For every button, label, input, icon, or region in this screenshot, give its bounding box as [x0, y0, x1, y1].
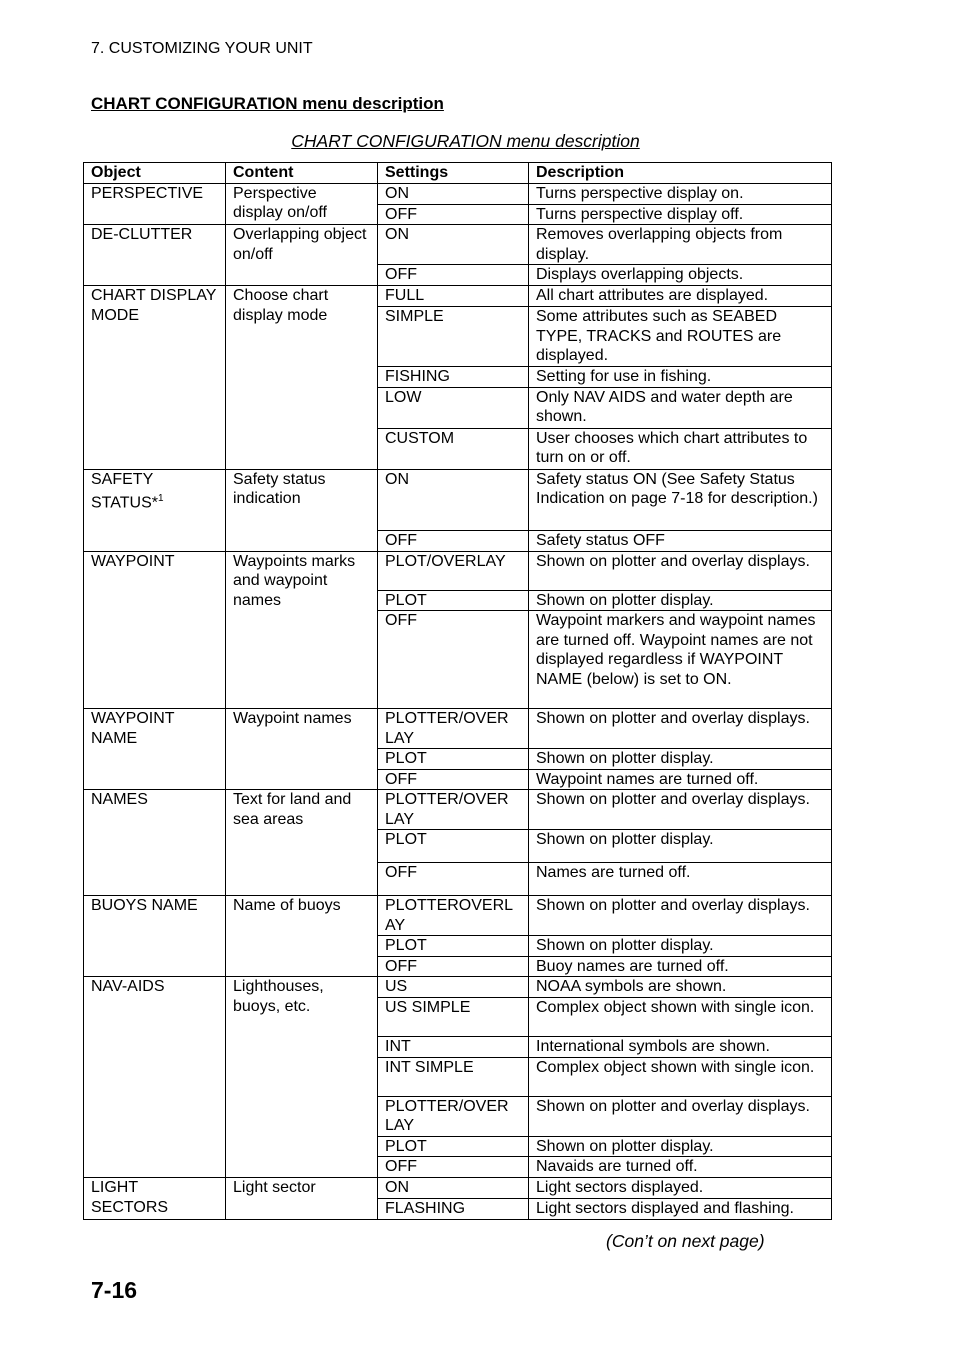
description-cell: NOAA symbols are shown.	[529, 977, 832, 998]
description-cell: International symbols are shown.	[529, 1037, 832, 1058]
setting-cell: INT SIMPLE	[378, 1057, 529, 1096]
setting-cell: ON	[378, 469, 529, 530]
object-label: PERSPECTIVE	[91, 184, 204, 202]
setting-cell: FISHING	[378, 366, 529, 387]
setting-cell: US	[378, 977, 529, 998]
table-row	[84, 977, 832, 998]
object-label: BUOYS NAME	[91, 897, 198, 914]
setting-cell: PLOTTER/OVER LAY	[378, 709, 529, 749]
description-cell: Buoy names are turned off.	[529, 956, 832, 977]
content-cell: Choose chart display mode	[226, 286, 378, 470]
object-cell	[84, 469, 226, 551]
setting-cell: LOW	[378, 387, 529, 428]
description-cell: Complex object shown with single icon.	[529, 998, 832, 1037]
description-cell: Navaids are turned off.	[529, 1157, 832, 1178]
setting-cell: OFF	[378, 769, 529, 790]
description-cell: Shown on plotter and overlay displays.	[529, 790, 832, 830]
table-row	[84, 225, 832, 265]
chart-configuration-table	[83, 162, 832, 1220]
description-cell: Shown on plotter and overlay displays.	[529, 551, 832, 590]
continued-note: (Con’t on next page)	[606, 1231, 765, 1251]
setting-cell: ON	[378, 225, 529, 265]
description-cell: Displays overlapping objects.	[529, 265, 832, 286]
object-label: NAV-AIDS	[91, 978, 165, 995]
table-row	[84, 183, 832, 204]
content-cell: Name of buoys	[226, 896, 378, 977]
content-cell: Lighthouses, buoys, etc.	[226, 977, 378, 1178]
object-label: WAYPOINT	[91, 552, 175, 570]
object-cell	[84, 551, 226, 709]
content-cell: Waypoints marks and waypoint names	[226, 551, 378, 709]
setting-cell: OFF	[378, 265, 529, 286]
description-cell: User chooses which chart attributes to turn on or off.	[529, 428, 832, 469]
description-cell: Safety status ON (See Safety Status Indication on page 7-18 for description.)	[529, 469, 832, 530]
content-cell: Overlapping object on/off	[226, 225, 378, 286]
setting-cell: CUSTOM	[378, 428, 529, 469]
object-label: LIGHT SECTORS	[91, 1179, 169, 1216]
setting-cell: PLOT	[378, 749, 529, 770]
section-title: CHART CONFIGURATION menu description	[91, 94, 444, 113]
running-head: 7. CUSTOMIZING YOUR UNIT	[91, 40, 313, 57]
object-label: NAMES	[91, 791, 148, 808]
description-cell: Turns perspective display off.	[529, 204, 832, 225]
column-header-object: Object	[84, 163, 226, 184]
description-cell: Light sectors displayed.	[529, 1178, 832, 1199]
content-cell: Text for land and sea areas	[226, 790, 378, 896]
description-cell: Only NAV AIDS and water depth are shown.	[529, 387, 832, 428]
description-cell: Safety status OFF	[529, 530, 832, 551]
table-header-row	[84, 163, 832, 184]
table-row	[84, 709, 832, 749]
object-label: DE-CLUTTER	[91, 226, 193, 243]
object-label: WAYPOINT NAME	[91, 710, 175, 747]
table-row	[84, 286, 832, 307]
footnote-marker: 1	[157, 493, 164, 504]
description-cell: Shown on plotter and overlay displays.	[529, 1096, 832, 1136]
setting-cell: PLOT	[378, 936, 529, 957]
description-cell: All chart attributes are displayed.	[529, 286, 832, 307]
content-cell: Safety status indication	[226, 469, 378, 551]
column-header-content: Content	[226, 163, 378, 184]
setting-cell: OFF	[378, 611, 529, 709]
table-caption: CHART CONFIGURATION menu description	[291, 131, 640, 151]
description-cell: Turns perspective display on.	[529, 183, 832, 204]
object-cell	[84, 286, 226, 470]
object-cell	[84, 977, 226, 1178]
object-cell	[84, 896, 226, 977]
description-cell: Shown on plotter display.	[529, 936, 832, 957]
setting-cell: PLOTTER/OVER LAY	[378, 1096, 529, 1136]
page-number: 7-16	[91, 1277, 138, 1303]
table-row	[84, 790, 832, 830]
object-cell	[84, 183, 226, 225]
object-label: CHART DISPLAY MODE	[91, 287, 217, 324]
object-cell	[84, 1178, 226, 1220]
content-cell: Perspective display on/off	[226, 183, 378, 225]
column-header-settings: Settings	[378, 163, 529, 184]
description-cell: Waypoint names are turned off.	[529, 769, 832, 790]
object-cell	[84, 225, 226, 286]
setting-cell: PLOT	[378, 1136, 529, 1157]
setting-cell: FLASHING	[378, 1199, 529, 1220]
setting-cell: ON	[378, 1178, 529, 1199]
content-cell: Light sector	[226, 1178, 378, 1220]
description-cell: Setting for use in fishing.	[529, 366, 832, 387]
setting-cell: PLOT/OVERLAY	[378, 551, 529, 590]
table-row	[84, 469, 832, 530]
setting-cell: US SIMPLE	[378, 998, 529, 1037]
setting-cell: OFF	[378, 863, 529, 896]
column-header-description: Description	[529, 163, 832, 184]
description-cell: Some attributes such as SEABED TYPE, TRACKS and ROUTES are displayed.	[529, 307, 832, 367]
description-cell: Removes overlapping objects from display.	[529, 225, 832, 265]
object-cell	[84, 709, 226, 790]
description-cell: Light sectors displayed and flashing.	[529, 1199, 832, 1220]
object-cell	[84, 790, 226, 896]
content-cell: Waypoint names	[226, 709, 378, 790]
description-cell: Names are turned off.	[529, 863, 832, 896]
table-row	[84, 551, 832, 590]
description-cell: Shown on plotter display.	[529, 1136, 832, 1157]
table-row	[84, 1178, 832, 1199]
setting-cell: SIMPLE	[378, 307, 529, 367]
description-cell: Shown on plotter display.	[529, 749, 832, 770]
description-cell: Shown on plotter and overlay displays.	[529, 709, 832, 749]
table-row	[84, 896, 832, 936]
description-cell: Shown on plotter and overlay displays.	[529, 896, 832, 936]
setting-cell: PLOTTEROVERL AY	[378, 896, 529, 936]
setting-cell: OFF	[378, 204, 529, 225]
setting-cell: PLOTTER/OVER LAY	[378, 790, 529, 830]
setting-cell: PLOT	[378, 830, 529, 863]
setting-cell: ON	[378, 183, 529, 204]
object-label: SAFETY STATUS*	[91, 470, 158, 512]
description-cell: Shown on plotter display.	[529, 830, 832, 863]
setting-cell: OFF	[378, 1157, 529, 1178]
table-body	[84, 183, 832, 1219]
setting-cell: PLOT	[378, 590, 529, 611]
setting-cell: INT	[378, 1037, 529, 1058]
setting-cell: FULL	[378, 286, 529, 307]
description-cell: Shown on plotter display.	[529, 590, 832, 611]
setting-cell: OFF	[378, 530, 529, 551]
setting-cell: OFF	[378, 956, 529, 977]
description-cell: Complex object shown with single icon.	[529, 1057, 832, 1096]
description-cell: Waypoint markers and waypoint names are turned off. Waypoint names are not displayed regardless if WAYPOINT NAME (below) is set to ON.	[529, 611, 832, 709]
